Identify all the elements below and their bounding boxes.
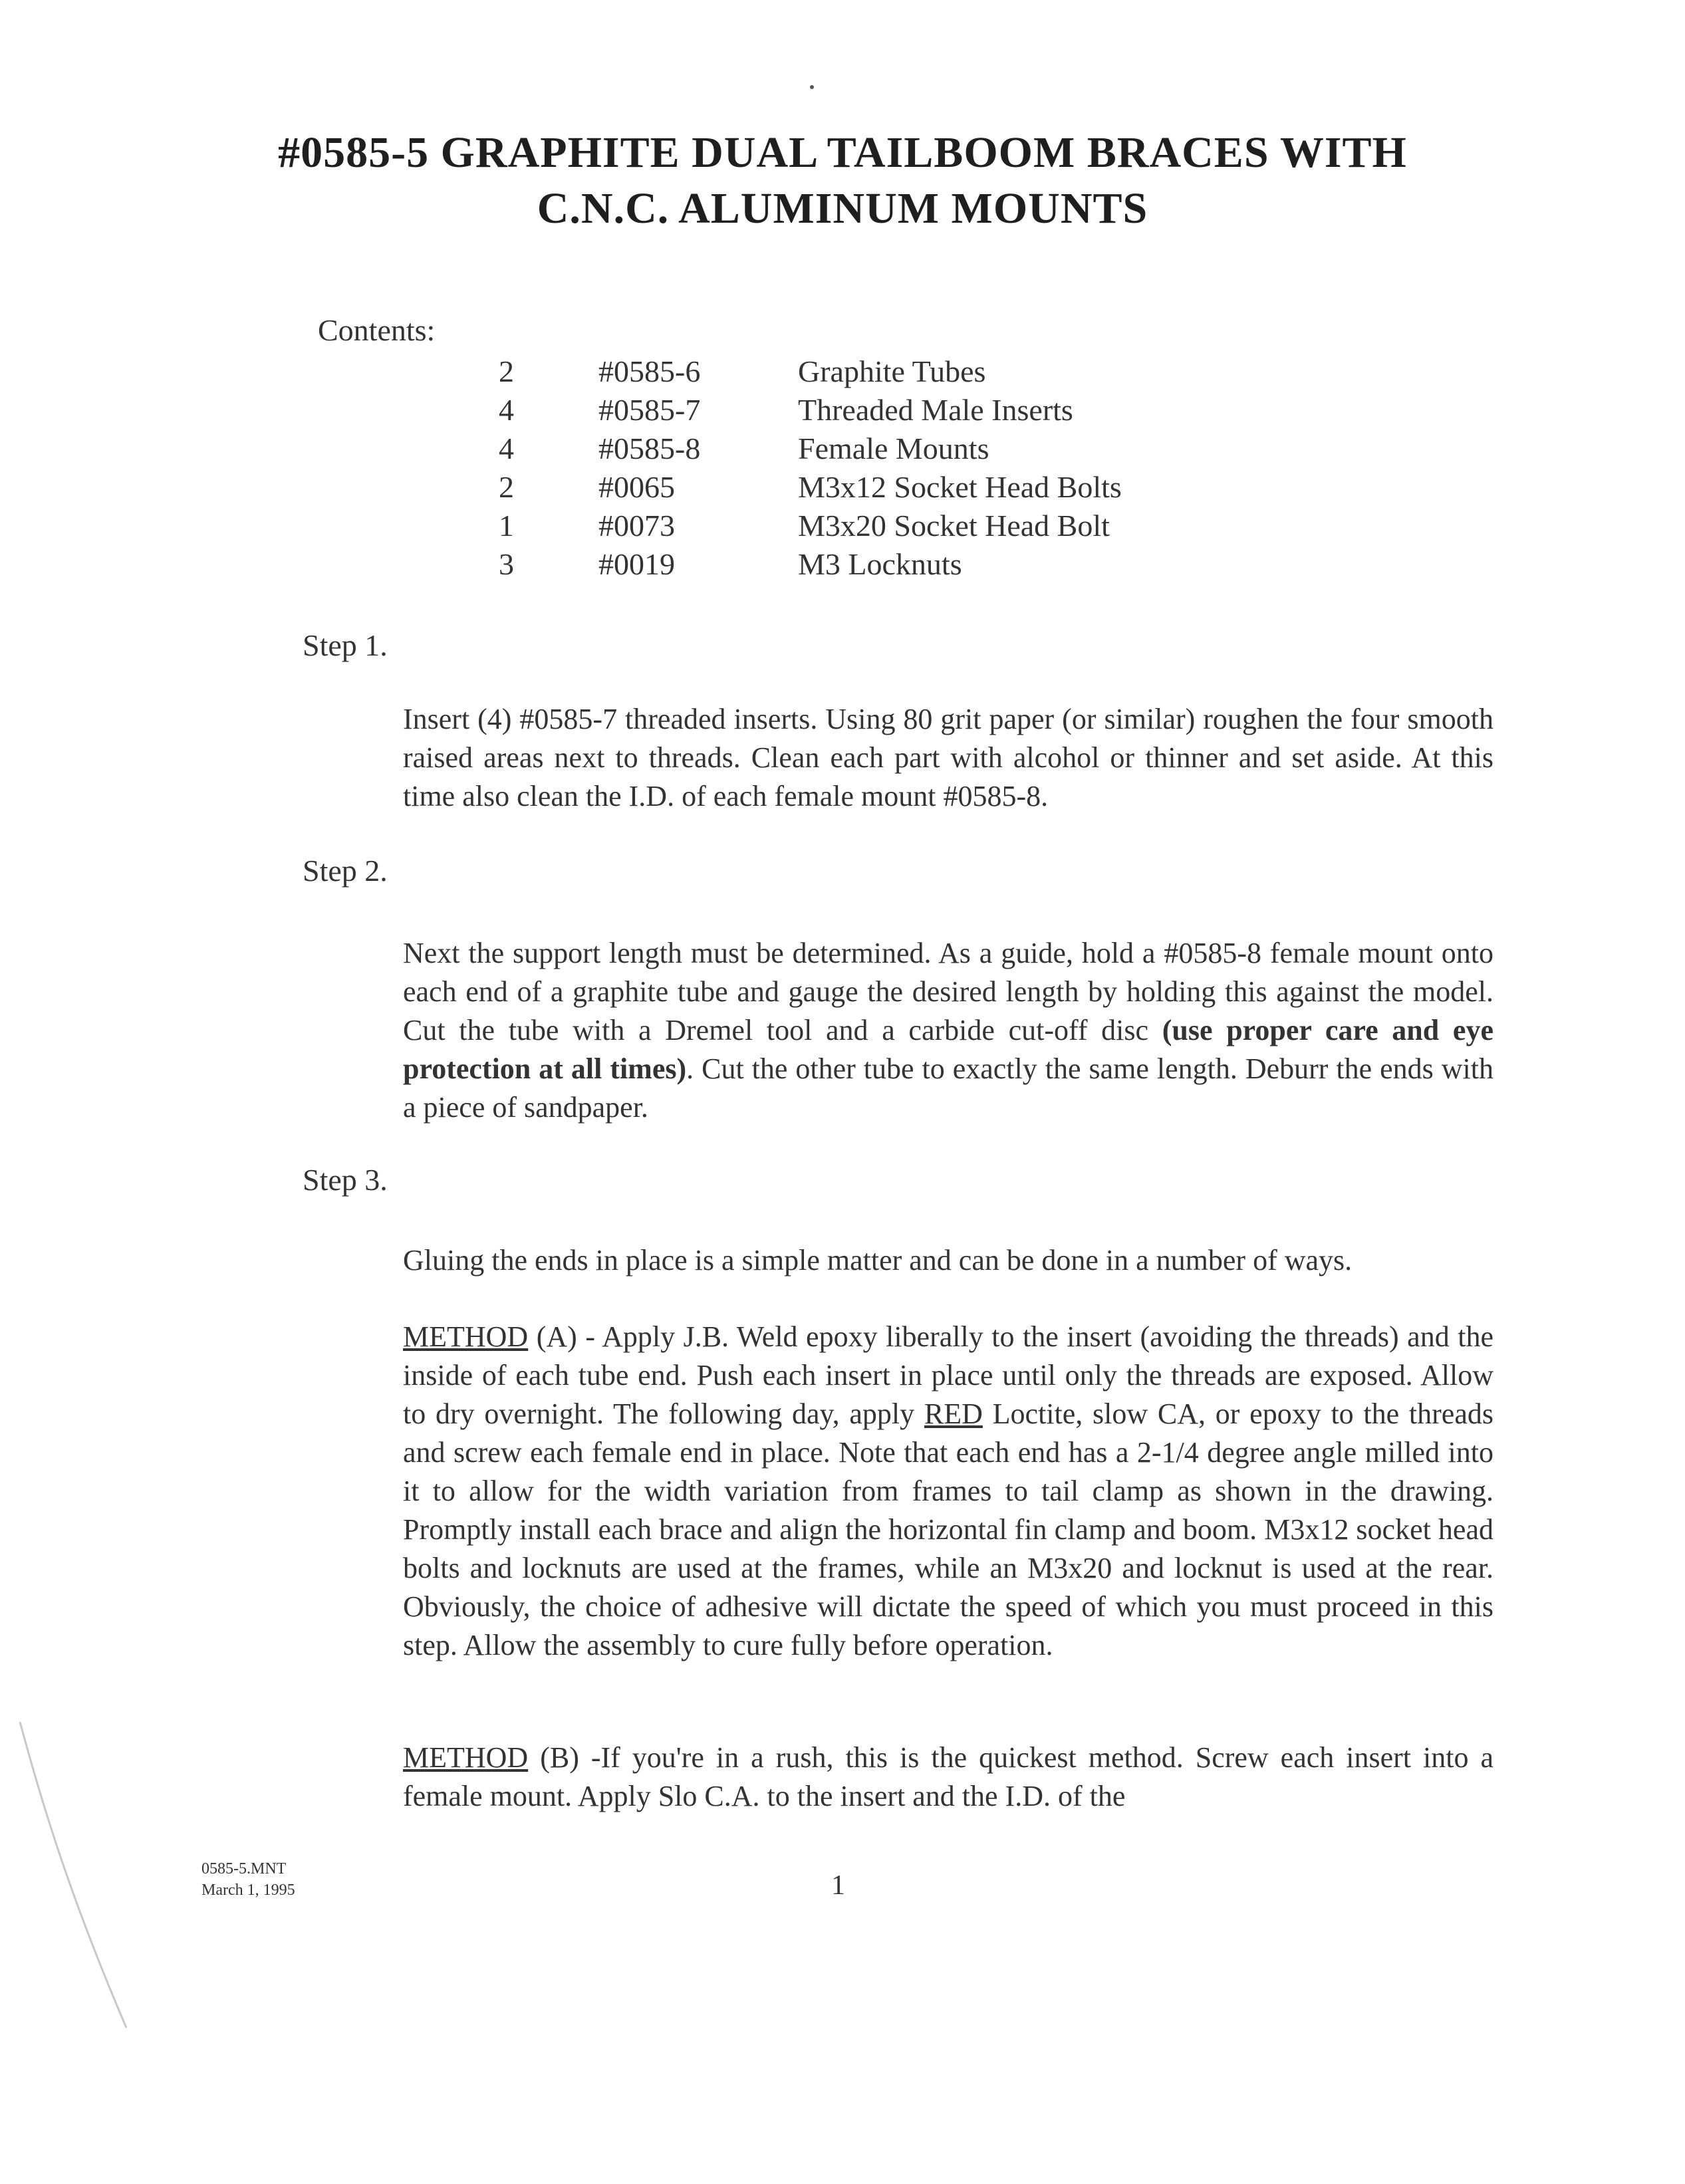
item-description: M3x12 Socket Head Bolts: [798, 470, 1122, 504]
method-a-text-1: (A) - Apply J.B. Weld epoxy liberally to the insert (avoiding the threads) and the inside of each tube end. Push each insert in place until only the threads are exposed. Allow to dry overnight. The following day, apply: [403, 1320, 1493, 1430]
item-part-number: #0585-7: [598, 393, 701, 427]
method-b-text-body: (B) -If you're in a rush, this is the quickest method. Screw each insert into a female mount. Apply Slo C.A. to the insert and the I.D. of the: [403, 1741, 1493, 1812]
item-part-number: #0585-8: [598, 431, 701, 465]
method-a-label: METHOD: [403, 1320, 529, 1353]
method-b-paragraph: [403, 1739, 1493, 1816]
step-1-paragraph: Insert (4) #0585-7 threaded inserts. Using 80 grit paper (or similar) roughen the four smooth raised areas next to threads. Clean each part with alcohol or thinner and set aside. At this time also clean the I.D. of each female mount #0585-8.: [403, 703, 1493, 812]
step-3-label: Step 3.: [303, 1163, 388, 1197]
step-3-intro: [403, 1241, 1493, 1280]
step-1-label: Step 1.: [303, 628, 388, 662]
item-quantity: 3: [499, 547, 514, 581]
title-line-2: C.N.C. ALUMINUM MOUNTS: [537, 184, 1148, 233]
footer-file-info: [201, 1858, 295, 1901]
footer-filename: 0585-5.MNT: [201, 1860, 287, 1878]
item-quantity: 2: [499, 470, 514, 504]
method-a-text-2: Loctite, slow CA, or epoxy to the threads and screw each female end in place. Note that each end has a 2-1/4 degree angle milled into it to allow for the width variation from frames to tail clamp as shown in the drawing. Promptly install each brace and align the horizontal fin clamp and boom. M3x12 socket head bolts and locknuts are used at the frames, while an M3x20 and locknut is used at the rear. Obviously, the choice of adhesive will dictate the speed of which you must proceed in this step. Allow the assembly to cure fully before operation.: [403, 1397, 1493, 1661]
method-a-text: [403, 1318, 1493, 1665]
item-description: M3x20 Socket Head Bolt: [798, 509, 1110, 543]
step-2-label: Step 2.: [303, 854, 388, 888]
item-part-number: #0065: [598, 470, 675, 504]
item-part-number: #0019: [598, 547, 675, 581]
item-quantity: 4: [499, 431, 514, 465]
item-quantity: 4: [499, 393, 514, 427]
scan-edge-mark: [13, 1715, 146, 2034]
document-title: [133, 125, 1552, 237]
step-1-text: [403, 700, 1493, 816]
contents-label: Contents:: [318, 313, 436, 347]
red-loctite-emphasis: RED: [924, 1397, 983, 1430]
scan-speck: [810, 85, 814, 89]
step-2-text-after: . Cut the other tube to exactly the same length. Deburr the ends with a piece of sandpaper.: [403, 1052, 1493, 1124]
item-description: Graphite Tubes: [798, 354, 986, 388]
method-b-text: [403, 1739, 1493, 1816]
item-description: Threaded Male Inserts: [798, 393, 1073, 427]
step-2-text: [403, 934, 1493, 1127]
item-part-number: #0073: [598, 509, 675, 543]
step-2-text-before: Next the support length must be determined. As a guide, hold a #0585-8 female mount onto each end of a graphite tube and gauge the desired length by holding this against the model. Cut the tube with a Dremel tool and a carbide cut-off disc: [403, 937, 1493, 1046]
step-2-paragraph: [403, 934, 1493, 1127]
item-part-number: #0585-6: [598, 354, 701, 388]
item-description: M3 Locknuts: [798, 547, 962, 581]
item-quantity: 1: [499, 509, 514, 543]
page-number: 1: [831, 1870, 845, 1901]
item-description: Female Mounts: [798, 431, 989, 465]
footer-date: March 1, 1995: [201, 1881, 295, 1899]
item-quantity: 2: [499, 354, 514, 388]
title-line-1: #0585-5 GRAPHITE DUAL TAILBOOM BRACES WITH: [278, 128, 1407, 177]
method-b-label: METHOD: [403, 1741, 529, 1774]
method-a-paragraph: [403, 1318, 1493, 1665]
safety-warning: (use proper care and eye protection at all times): [403, 1014, 1493, 1085]
step-3-intro-paragraph: Gluing the ends in place is a simple matter and can be done in a number of ways.: [403, 1244, 1353, 1276]
